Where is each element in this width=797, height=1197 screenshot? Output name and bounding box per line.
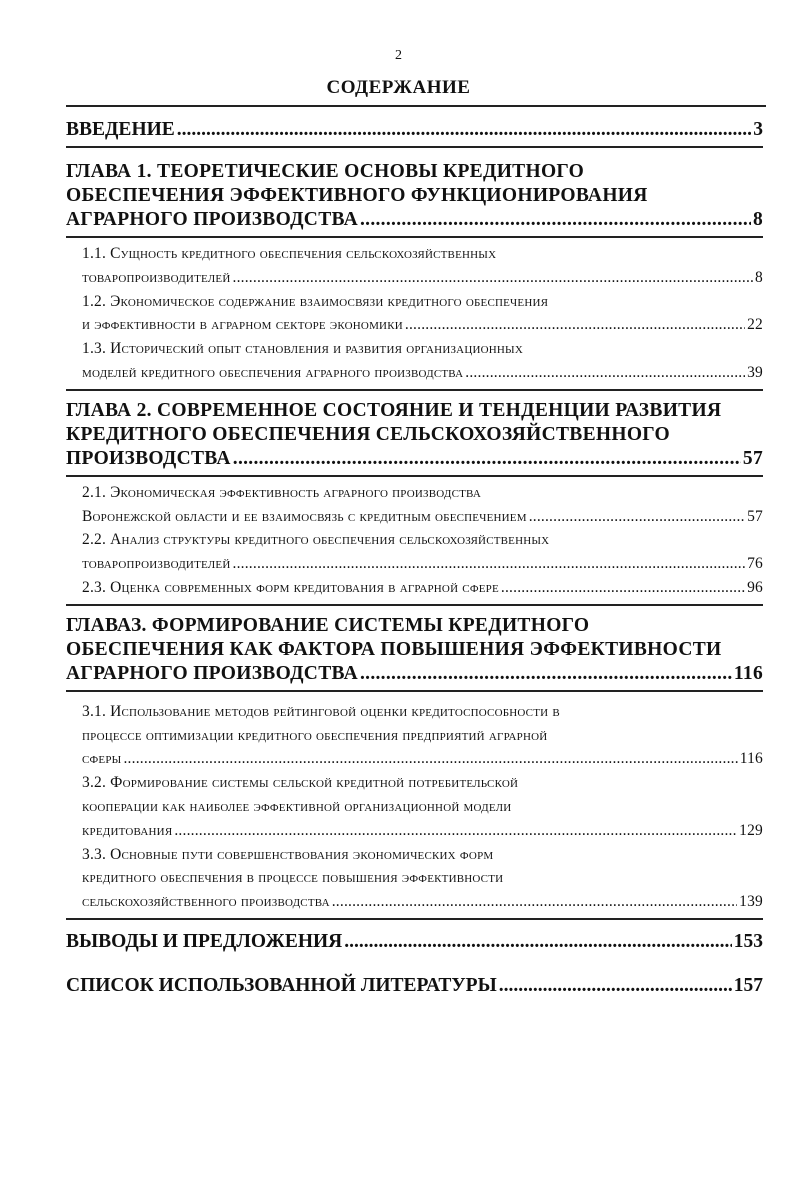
page-title: СОДЕРЖАНИЕ: [326, 77, 471, 98]
leader-dots: [501, 576, 745, 600]
chapter-title-line: КРЕДИТНОГО ОБЕСПЕЧЕНИЯ СЕЛЬСКОХОЗЯЙСТВЕННОГО: [66, 423, 670, 445]
toc-section-1-3[interactable]: [66, 337, 763, 385]
toc-page-number: 3: [753, 119, 763, 140]
toc-page-number: 39: [747, 363, 763, 381]
toc-page-number: 153: [733, 930, 763, 952]
chapter-title-line: АГРАРНОГО ПРОИЗВОДСТВА: [66, 209, 358, 230]
section-line: 1.1. Сущность кредитного обеспечения сельскохозяйственных: [82, 245, 497, 262]
toc-section-2-2[interactable]: [66, 528, 763, 576]
section-line: сельскохозяйственного производства: [82, 893, 330, 911]
page-number: 2: [395, 48, 402, 63]
toc-section-2-3[interactable]: [66, 576, 763, 600]
section-line: 1.3. Исторический опыт становления и развития организационных: [82, 340, 523, 358]
leader-dots: [360, 208, 751, 232]
toc-page-number: 8: [752, 209, 763, 230]
section-line: моделей кредитного обеспечения аграрного производства: [82, 363, 464, 381]
toc-page-number: 76: [747, 555, 763, 573]
section-line: 2.2. Анализ структуры кредитного обеспечения сельскохозяйственных: [82, 531, 550, 549]
leader-dots: [499, 974, 732, 998]
toc-page-number: 129: [739, 821, 763, 839]
leader-dots: [123, 747, 737, 771]
toc-section-3-2[interactable]: [66, 771, 763, 842]
leader-dots: [344, 930, 731, 954]
section-line: кредитования: [82, 821, 173, 839]
section-line: товаропроизводителей: [82, 555, 231, 573]
section-line: и эффективности в аграрном секторе экономики: [82, 316, 403, 334]
toc-chapter-2[interactable]: [66, 389, 763, 477]
toc-chapter-1[interactable]: [66, 148, 763, 238]
toc-entry-conclusions[interactable]: [66, 918, 763, 972]
leader-dots: [332, 890, 737, 914]
chapter-title-line: ПРОИЗВОДСТВА: [66, 447, 231, 469]
toc-page-number: 139: [739, 893, 763, 911]
leader-dots: [360, 662, 732, 686]
section-line: товаропроизводителей: [82, 268, 231, 286]
chapter-title-line: АГРАРНОГО ПРОИЗВОДСТВА: [66, 662, 358, 684]
section-line: Воронежской области и ее взаимосвязь с кредитным обеспечением: [82, 507, 527, 525]
toc-page-number: 116: [733, 662, 763, 684]
toc-page-number: 57: [747, 507, 763, 525]
chapter-title-line: ГЛАВАЗ. ФОРМИРОВАНИЕ СИСТЕМЫ КРЕДИТНОГО: [66, 614, 590, 636]
section-line: 2.3. Оценка современных форм кредитования в аграрной сфере: [82, 578, 499, 596]
toc-page-number: 116: [739, 750, 763, 768]
toc-section-2-1[interactable]: [66, 481, 763, 529]
toc-page-number: 8: [755, 268, 763, 286]
chapter-title-line: ГЛАВА 2. СОВРЕМЕННОЕ СОСТОЯНИЕ И ТЕНДЕНЦИИ РАЗВИТИЯ: [66, 399, 722, 421]
toc-entry-label: СПИСОК ИСПОЛЬЗОВАННОЙ ЛИТЕРАТУРЫ: [66, 974, 497, 996]
leader-dots: [405, 313, 745, 337]
leader-dots: [529, 505, 745, 529]
chapter-title-line: ОБЕСПЕЧЕНИЯ КАК ФАКТОРА ПОВЫШЕНИЯ ЭФФЕКТИВНОСТИ: [66, 638, 722, 660]
toc-section-1-1[interactable]: [66, 242, 763, 290]
toc-section-3-1[interactable]: [66, 700, 763, 771]
section-line: кредитного обеспечения в процессе повышения эффективности: [82, 869, 504, 887]
section-line: 3.2. Формирование системы сельской кредитной потребительской: [82, 774, 519, 792]
toc-page-number: 96: [747, 578, 763, 596]
section-line: 3.1. Использование методов рейтинговой оценки кредитоспособности в: [82, 702, 560, 720]
toc-chapter-1-sections: [66, 238, 763, 389]
section-line: 2.1. Экономическая эффективность аграрного производства: [82, 483, 482, 501]
toc-chapter-3-sections: [66, 692, 763, 918]
section-line: процессе оптимизации кредитного обеспечения предприятий аграрной: [82, 726, 548, 744]
toc-page-number: 157: [733, 974, 763, 996]
toc-entry-label: ВВЕДЕНИЕ: [66, 119, 175, 140]
toc-chapter-3[interactable]: [66, 604, 763, 692]
section-line: кооперации как наиболее эффективной организационной модели: [82, 797, 512, 815]
toc-page-number: 57: [742, 447, 763, 469]
toc-page-number: 22: [747, 316, 763, 334]
leader-dots: [233, 266, 754, 290]
chapter-title-line: ОБЕСПЕЧЕНИЯ ЭФФЕКТИВНОГО ФУНКЦИОНИРОВАНИЯ: [66, 185, 648, 206]
table-of-contents: [66, 108, 763, 998]
section-line: сферы: [82, 750, 122, 768]
leader-dots: [233, 447, 741, 471]
toc-entry-references[interactable]: [66, 972, 763, 998]
chapter-title-line: ГЛАВА 1. ТЕОРЕТИЧЕСКИЕ ОСНОВЫ КРЕДИТНОГО: [66, 161, 585, 182]
leader-dots: [174, 819, 737, 843]
toc-section-1-2[interactable]: [66, 290, 763, 338]
section-line: 3.3. Основные пути совершенствования экономических форм: [82, 845, 494, 863]
toc-entry-label: ВЫВОДЫ И ПРЕДЛОЖЕНИЯ: [66, 930, 343, 952]
top-rule: [66, 105, 766, 107]
leader-dots: [177, 118, 751, 142]
section-line: 1.2. Экономическое содержание взаимосвязи кредитного обеспечения: [82, 292, 549, 310]
toc-entry-intro[interactable]: [66, 108, 763, 148]
toc-chapter-2-sections: [66, 477, 763, 604]
leader-dots: [465, 361, 745, 385]
leader-dots: [233, 552, 746, 576]
toc-section-3-3[interactable]: [66, 843, 763, 914]
